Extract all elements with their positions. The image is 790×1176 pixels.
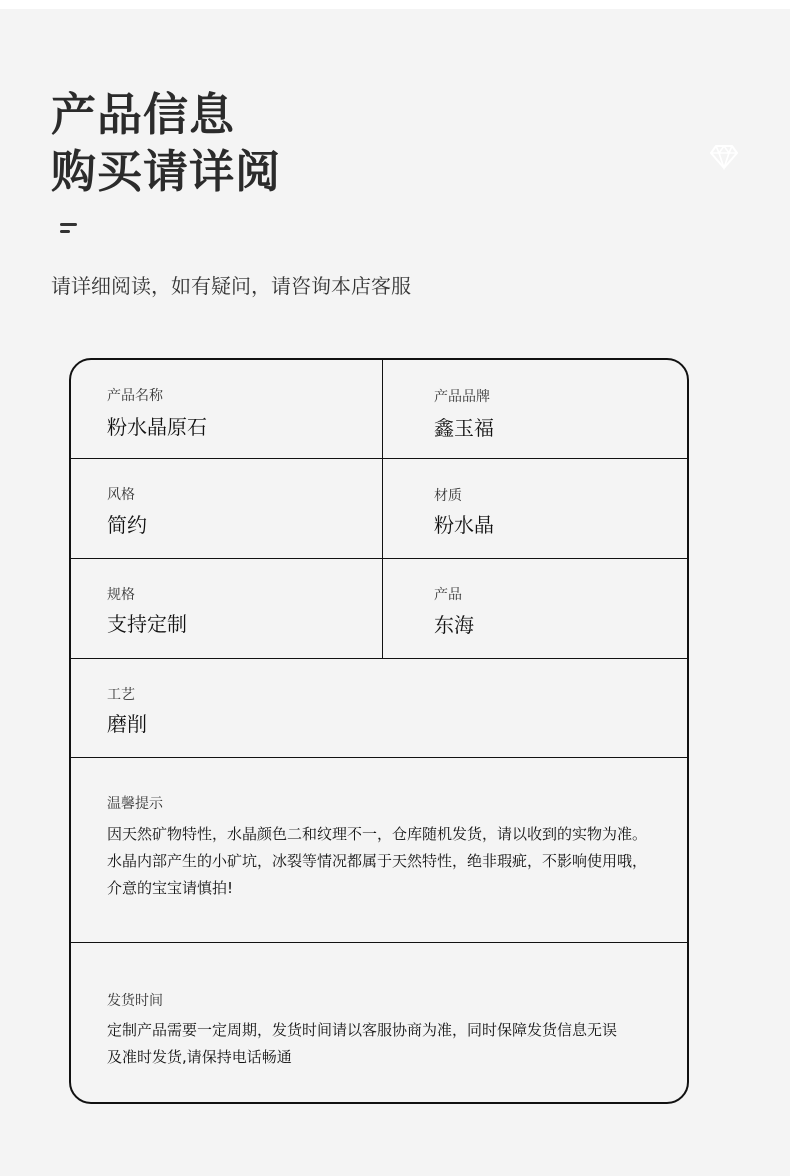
product-info-table: [69, 358, 689, 1104]
material-label: 材质: [434, 488, 462, 504]
notice-line: 水晶内部产生的小矿坑，冰裂等情况都属于天然特性，绝非瑕疵，不影响使用哦，: [107, 852, 648, 870]
notice-line: 因天然矿物特性，水晶颜色二和纹理不一，仓库随机发货，请以收到的实物为准。: [107, 825, 648, 843]
notice-text: [107, 821, 677, 902]
notice-label: 温馨提示: [107, 796, 163, 812]
craft-value: 磨削: [107, 712, 147, 736]
product-name-label: 产品名称: [107, 388, 163, 404]
origin-label: 产品: [434, 587, 462, 603]
shipping-text: [107, 1017, 677, 1071]
origin-value: 东海: [434, 613, 474, 637]
craft-label: 工艺: [107, 687, 135, 703]
style-label: 风格: [107, 487, 135, 503]
shipping-label: 发货时间: [107, 993, 163, 1009]
product-name-value: 粉水晶原石: [107, 415, 207, 439]
row-divider: [71, 757, 687, 758]
subtitle: 请详细阅读，如有疑问，请咨询本店客服: [51, 274, 411, 298]
column-divider: [382, 360, 383, 659]
page-title-line1: 产品信息: [51, 88, 236, 141]
shipping-line: 定制产品需要一定周期，发货时间请以客服协商为准，同时保障发货信息无误: [107, 1021, 618, 1039]
spec-label: 规格: [107, 587, 135, 603]
material-value: 粉水晶: [434, 513, 494, 537]
row-divider: [71, 458, 687, 459]
row-divider: [71, 658, 687, 659]
row-divider: [71, 558, 687, 559]
shipping-line: 及准时发货,请保持电话畅通: [107, 1048, 292, 1066]
brand-value: 鑫玉福: [434, 416, 494, 440]
brand-label: 产品品牌: [434, 389, 490, 405]
row-divider: [71, 942, 687, 943]
diamond-icon: [710, 144, 738, 170]
style-value: 简约: [107, 513, 147, 537]
dash-icon: [60, 222, 80, 236]
notice-line: 介意的宝宝请慎拍!: [107, 879, 234, 897]
page-title-line2: 购买请详阅: [51, 145, 282, 198]
spec-value: 支持定制: [107, 612, 187, 636]
